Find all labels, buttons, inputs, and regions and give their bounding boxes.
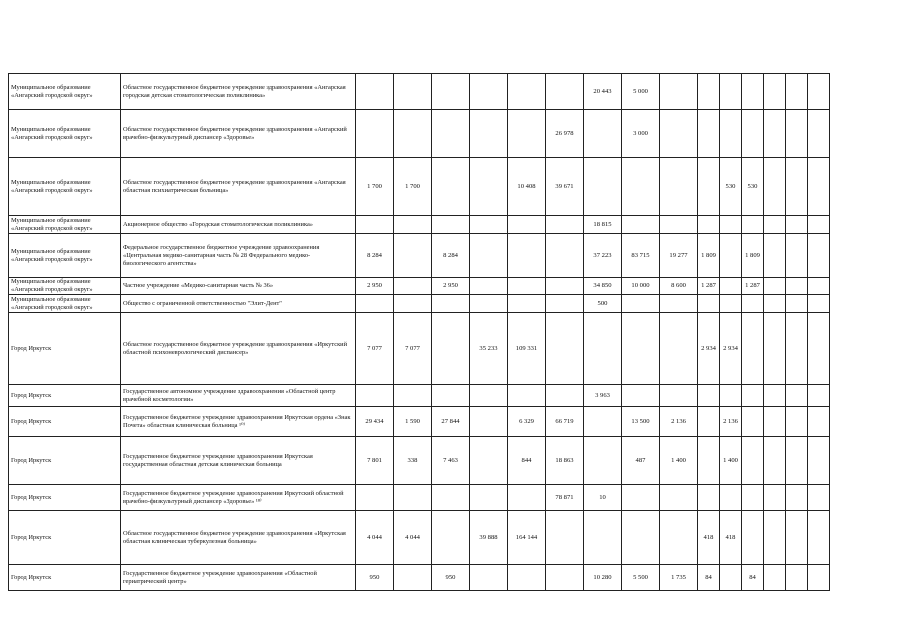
value-cell xyxy=(584,110,622,158)
value-cell: 8 284 xyxy=(356,234,394,278)
value-cell: 487 xyxy=(622,437,660,485)
value-cell xyxy=(764,407,786,437)
value-cell xyxy=(432,313,470,385)
value-cell xyxy=(660,158,698,216)
value-cell xyxy=(786,74,808,110)
municipality-cell: Город Иркутск xyxy=(9,485,121,511)
value-cell xyxy=(508,295,546,313)
value-cell xyxy=(622,158,660,216)
institution-cell: Государственное автономное учреждение здравоохранения «Областной центр врачебной косметологии» xyxy=(121,385,356,407)
value-cell xyxy=(764,295,786,313)
value-cell: 1 287 xyxy=(698,278,720,295)
institution-cell: Областное государственное бюджетное учреждение здравоохранения «Ангарский врачебно-физкультурный диспансер «Здоровье» xyxy=(121,110,356,158)
value-cell xyxy=(622,511,660,565)
value-cell xyxy=(808,216,830,234)
value-cell xyxy=(622,313,660,385)
value-cell xyxy=(764,385,786,407)
value-cell xyxy=(698,485,720,511)
value-cell xyxy=(786,565,808,591)
value-cell: 2 136 xyxy=(720,407,742,437)
value-cell xyxy=(470,485,508,511)
value-cell xyxy=(546,385,584,407)
institution-cell: Частное учреждение «Медико-санитарная часть № 36» xyxy=(121,278,356,295)
value-cell: 7 463 xyxy=(432,437,470,485)
value-cell xyxy=(808,407,830,437)
value-cell xyxy=(660,385,698,407)
value-cell xyxy=(356,74,394,110)
value-cell xyxy=(394,110,432,158)
value-cell xyxy=(622,485,660,511)
value-cell xyxy=(660,485,698,511)
value-cell xyxy=(432,74,470,110)
table-row xyxy=(9,278,830,295)
table-row xyxy=(9,216,830,234)
value-cell xyxy=(546,313,584,385)
value-cell: 10 000 xyxy=(622,278,660,295)
value-cell xyxy=(764,313,786,385)
value-cell xyxy=(584,407,622,437)
municipality-cell: Муниципальное образование «Ангарский городской округ» xyxy=(9,295,121,313)
value-cell: 29 434 xyxy=(356,407,394,437)
value-cell xyxy=(764,110,786,158)
value-cell: 2 934 xyxy=(698,313,720,385)
value-cell xyxy=(720,565,742,591)
value-cell xyxy=(508,234,546,278)
value-cell xyxy=(720,216,742,234)
value-cell xyxy=(470,74,508,110)
value-cell: 1 809 xyxy=(698,234,720,278)
value-cell: 8 600 xyxy=(660,278,698,295)
institution-cell: Акционерное общество «Городская стоматологическая поликлиника» xyxy=(121,216,356,234)
value-cell xyxy=(742,385,764,407)
value-cell xyxy=(432,158,470,216)
value-cell xyxy=(660,110,698,158)
value-cell: 10 408 xyxy=(508,158,546,216)
value-cell: 39 888 xyxy=(470,511,508,565)
value-cell: 6 329 xyxy=(508,407,546,437)
table-row xyxy=(9,234,830,278)
value-cell xyxy=(808,295,830,313)
value-cell xyxy=(470,216,508,234)
value-cell xyxy=(546,295,584,313)
value-cell xyxy=(742,74,764,110)
value-cell xyxy=(698,437,720,485)
value-cell: 7 077 xyxy=(356,313,394,385)
value-cell: 950 xyxy=(432,565,470,591)
value-cell xyxy=(470,110,508,158)
value-cell: 84 xyxy=(698,565,720,591)
municipality-cell: Город Иркутск xyxy=(9,437,121,485)
value-cell xyxy=(698,407,720,437)
value-cell: 109 331 xyxy=(508,313,546,385)
value-cell xyxy=(808,110,830,158)
table-row xyxy=(9,295,830,313)
value-cell xyxy=(720,74,742,110)
value-cell: 338 xyxy=(394,437,432,485)
value-cell xyxy=(808,485,830,511)
value-cell xyxy=(394,295,432,313)
value-cell xyxy=(508,565,546,591)
table-row xyxy=(9,313,830,385)
value-cell xyxy=(786,110,808,158)
value-cell xyxy=(470,234,508,278)
value-cell: 20 443 xyxy=(584,74,622,110)
value-cell: 418 xyxy=(698,511,720,565)
value-cell xyxy=(764,216,786,234)
institution-cell: Областное государственное бюджетное учреждение здравоохранения «Иркутская областная клиническая туберкулезная больница» xyxy=(121,511,356,565)
value-cell: 418 xyxy=(720,511,742,565)
table-row xyxy=(9,437,830,485)
value-cell xyxy=(786,313,808,385)
value-cell xyxy=(764,511,786,565)
table-row xyxy=(9,407,830,437)
value-cell: 18 863 xyxy=(546,437,584,485)
value-cell xyxy=(546,511,584,565)
value-cell xyxy=(394,565,432,591)
value-cell xyxy=(622,295,660,313)
value-cell xyxy=(470,565,508,591)
value-cell: 1 400 xyxy=(720,437,742,485)
municipality-cell: Муниципальное образование «Ангарский городской округ» xyxy=(9,158,121,216)
value-cell xyxy=(432,485,470,511)
value-cell xyxy=(546,216,584,234)
value-cell xyxy=(720,295,742,313)
value-cell: 2 950 xyxy=(432,278,470,295)
value-cell xyxy=(660,74,698,110)
table-row xyxy=(9,565,830,591)
value-cell: 83 715 xyxy=(622,234,660,278)
value-cell xyxy=(764,485,786,511)
value-cell xyxy=(808,437,830,485)
municipality-cell: Город Иркутск xyxy=(9,385,121,407)
value-cell xyxy=(742,407,764,437)
value-cell: 26 978 xyxy=(546,110,584,158)
value-cell xyxy=(508,278,546,295)
value-cell xyxy=(720,234,742,278)
value-cell: 844 xyxy=(508,437,546,485)
municipality-cell: Город Иркутск xyxy=(9,565,121,591)
value-cell xyxy=(764,278,786,295)
value-cell xyxy=(584,313,622,385)
value-cell: 4 044 xyxy=(356,511,394,565)
table-row xyxy=(9,74,830,110)
institution-cell: Государственное бюджетное учреждение здравоохранения «Областной гериатрический центр» xyxy=(121,565,356,591)
value-cell xyxy=(742,485,764,511)
value-cell xyxy=(808,385,830,407)
value-cell xyxy=(470,278,508,295)
value-cell xyxy=(720,278,742,295)
municipality-cell: Муниципальное образование «Ангарский городской округ» xyxy=(9,278,121,295)
value-cell xyxy=(808,565,830,591)
value-cell xyxy=(394,234,432,278)
value-cell xyxy=(356,110,394,158)
value-cell xyxy=(546,234,584,278)
institution-cell: Областное государственное бюджетное учреждение здравоохранения «Иркутский областной психоневрологический диспансер» xyxy=(121,313,356,385)
value-cell xyxy=(622,216,660,234)
table-body xyxy=(9,74,830,591)
value-cell xyxy=(508,485,546,511)
institution-cell: Федеральное государственное бюджетное учреждение здравоохранения «Центральная медико-санитарная часть № 28 Федерального медико-биологического агентства» xyxy=(121,234,356,278)
value-cell: 35 233 xyxy=(470,313,508,385)
value-cell xyxy=(786,385,808,407)
value-cell xyxy=(470,158,508,216)
value-cell xyxy=(786,278,808,295)
municipality-cell: Муниципальное образование «Ангарский городской округ» xyxy=(9,234,121,278)
value-cell: 530 xyxy=(720,158,742,216)
value-cell: 66 719 xyxy=(546,407,584,437)
value-cell xyxy=(742,216,764,234)
value-cell xyxy=(698,385,720,407)
value-cell: 2 136 xyxy=(660,407,698,437)
value-cell xyxy=(764,158,786,216)
value-cell: 39 671 xyxy=(546,158,584,216)
municipality-cell: Город Иркутск xyxy=(9,313,121,385)
municipality-cell: Город Иркутск xyxy=(9,407,121,437)
value-cell: 19 277 xyxy=(660,234,698,278)
value-cell: 10 280 xyxy=(584,565,622,591)
value-cell xyxy=(786,511,808,565)
statistics-table xyxy=(8,73,830,591)
institution-cell: Областное государственное бюджетное учреждение здравоохранения «Ангарская областная психиатрическая больница» xyxy=(121,158,356,216)
value-cell xyxy=(742,511,764,565)
value-cell: 950 xyxy=(356,565,394,591)
value-cell: 1 809 xyxy=(742,234,764,278)
value-cell xyxy=(742,313,764,385)
value-cell: 7 077 xyxy=(394,313,432,385)
value-cell: 530 xyxy=(742,158,764,216)
value-cell xyxy=(808,158,830,216)
value-cell xyxy=(786,485,808,511)
institution-cell: Государственное бюджетное учреждение здравоохранения Иркутский областной врачебно-физкультурный диспансер «Здоровье» ¹⁸⁾ xyxy=(121,485,356,511)
value-cell xyxy=(432,295,470,313)
value-cell xyxy=(432,511,470,565)
value-cell xyxy=(698,295,720,313)
municipality-cell: Муниципальное образование «Ангарский городской округ» xyxy=(9,74,121,110)
value-cell xyxy=(698,110,720,158)
value-cell xyxy=(808,234,830,278)
value-cell: 37 223 xyxy=(584,234,622,278)
municipality-cell: Муниципальное образование «Ангарский городской округ» xyxy=(9,216,121,234)
value-cell xyxy=(508,216,546,234)
value-cell xyxy=(698,216,720,234)
value-cell: 1 735 xyxy=(660,565,698,591)
value-cell xyxy=(584,437,622,485)
value-cell: 1 700 xyxy=(356,158,394,216)
table-row xyxy=(9,110,830,158)
value-cell xyxy=(742,110,764,158)
value-cell xyxy=(546,278,584,295)
value-cell xyxy=(470,407,508,437)
value-cell xyxy=(720,385,742,407)
value-cell xyxy=(622,385,660,407)
table-row xyxy=(9,158,830,216)
value-cell xyxy=(356,216,394,234)
value-cell: 3 000 xyxy=(622,110,660,158)
value-cell: 1 287 xyxy=(742,278,764,295)
institution-cell: Общество с ограниченной ответственностью "Элит-Дент" xyxy=(121,295,356,313)
value-cell: 27 844 xyxy=(432,407,470,437)
value-cell xyxy=(764,565,786,591)
value-cell xyxy=(786,407,808,437)
value-cell: 13 500 xyxy=(622,407,660,437)
value-cell: 7 801 xyxy=(356,437,394,485)
value-cell xyxy=(742,437,764,485)
value-cell xyxy=(764,74,786,110)
value-cell xyxy=(470,437,508,485)
value-cell xyxy=(786,437,808,485)
value-cell xyxy=(764,437,786,485)
table-row xyxy=(9,485,830,511)
value-cell: 3 963 xyxy=(584,385,622,407)
value-cell xyxy=(786,234,808,278)
value-cell xyxy=(432,110,470,158)
value-cell xyxy=(432,385,470,407)
value-cell: 164 144 xyxy=(508,511,546,565)
table-row xyxy=(9,511,830,565)
value-cell xyxy=(470,385,508,407)
value-cell xyxy=(808,313,830,385)
value-cell: 84 xyxy=(742,565,764,591)
value-cell: 1 400 xyxy=(660,437,698,485)
value-cell: 5 500 xyxy=(622,565,660,591)
municipality-cell: Муниципальное образование «Ангарский городской округ» xyxy=(9,110,121,158)
value-cell xyxy=(764,234,786,278)
value-cell xyxy=(394,485,432,511)
value-cell: 4 044 xyxy=(394,511,432,565)
value-cell: 500 xyxy=(584,295,622,313)
value-cell: 8 284 xyxy=(432,234,470,278)
value-cell: 78 871 xyxy=(546,485,584,511)
value-cell xyxy=(808,278,830,295)
value-cell xyxy=(584,158,622,216)
value-cell xyxy=(808,511,830,565)
value-cell xyxy=(356,295,394,313)
institution-cell: Государственное бюджетное учреждение здравоохранения Иркутская ордена «Знак Почета» областная клиническая больница ¹⁰⁾ xyxy=(121,407,356,437)
value-cell xyxy=(698,158,720,216)
value-cell xyxy=(660,511,698,565)
value-cell: 1 590 xyxy=(394,407,432,437)
value-cell xyxy=(394,216,432,234)
value-cell: 1 700 xyxy=(394,158,432,216)
value-cell xyxy=(786,158,808,216)
value-cell xyxy=(660,313,698,385)
value-cell: 5 000 xyxy=(622,74,660,110)
municipality-cell: Город Иркутск xyxy=(9,511,121,565)
table-row xyxy=(9,385,830,407)
value-cell xyxy=(356,385,394,407)
value-cell xyxy=(470,295,508,313)
value-cell xyxy=(394,74,432,110)
institution-cell: Областное государственное бюджетное учреждение здравоохранения «Ангарская городская детская стоматологическая поликлиника» xyxy=(121,74,356,110)
value-cell: 34 850 xyxy=(584,278,622,295)
value-cell xyxy=(660,295,698,313)
value-cell xyxy=(546,74,584,110)
value-cell xyxy=(584,511,622,565)
value-cell xyxy=(698,74,720,110)
value-cell: 10 xyxy=(584,485,622,511)
value-cell xyxy=(508,74,546,110)
value-cell xyxy=(432,216,470,234)
value-cell xyxy=(742,295,764,313)
value-cell xyxy=(786,295,808,313)
value-cell xyxy=(546,565,584,591)
value-cell xyxy=(720,110,742,158)
value-cell: 18 815 xyxy=(584,216,622,234)
value-cell xyxy=(660,216,698,234)
value-cell: 2 934 xyxy=(720,313,742,385)
value-cell xyxy=(394,385,432,407)
value-cell xyxy=(356,485,394,511)
value-cell xyxy=(720,485,742,511)
value-cell: 2 950 xyxy=(356,278,394,295)
institution-cell: Государственное бюджетное учреждение здравоохранения Иркутская государственная областная детская клиническая больница xyxy=(121,437,356,485)
value-cell xyxy=(808,74,830,110)
value-cell xyxy=(394,278,432,295)
value-cell xyxy=(508,110,546,158)
value-cell xyxy=(508,385,546,407)
value-cell xyxy=(786,216,808,234)
